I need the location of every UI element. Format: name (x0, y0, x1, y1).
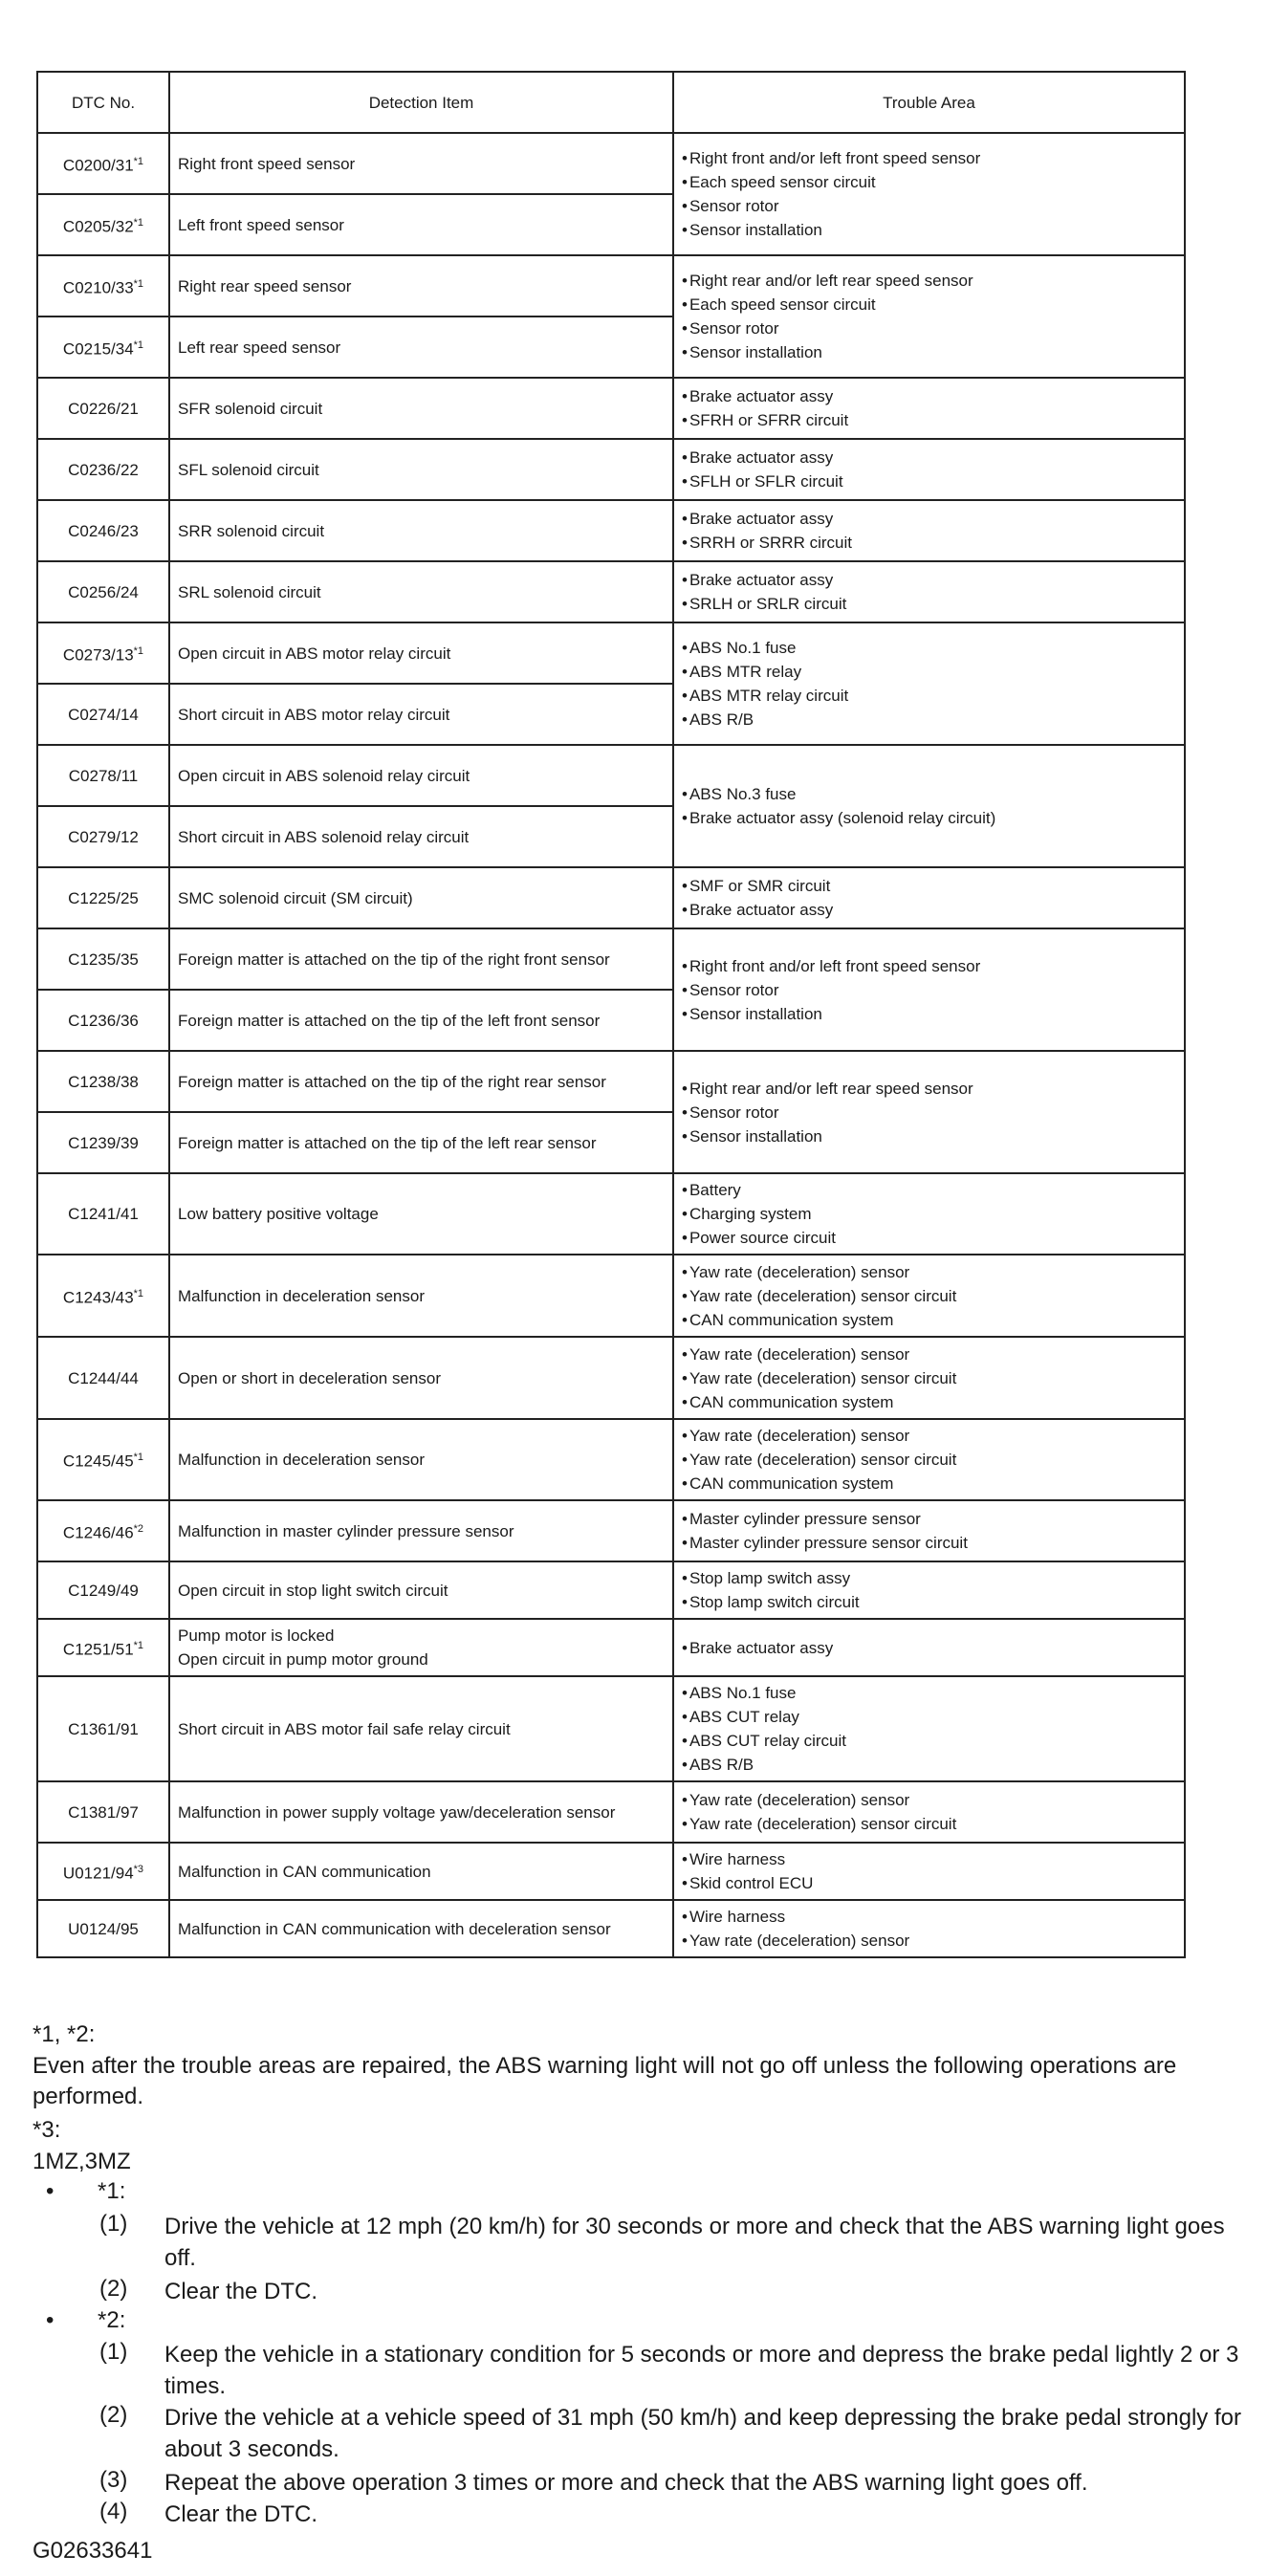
trouble-area (673, 745, 1185, 867)
dtc-code-footnote-mark: *1 (133, 155, 144, 167)
detection-item (169, 194, 673, 255)
trouble-area (673, 378, 1185, 439)
trouble-area (673, 439, 1185, 500)
table-row (37, 1255, 1185, 1337)
group-2-label: *2: (98, 2307, 126, 2333)
dtc-code (37, 1173, 169, 1255)
bullet-2: • (46, 2307, 55, 2333)
dtc-code-footnote-mark: *2 (133, 1522, 144, 1535)
trouble-area-item: • ABS CUT relay circuit (682, 1729, 1176, 1753)
dtc-code-text: U0121/94 (62, 1864, 134, 1883)
dtc-code (37, 1619, 169, 1676)
dtc-code-text: C1225/25 (68, 888, 139, 907)
footnote-3-label: *3: (33, 2117, 61, 2143)
detection-item-text: SMC solenoid circuit (SM circuit) (178, 888, 413, 907)
trouble-area (673, 1561, 1185, 1619)
trouble-area-item: • Brake actuator assy (682, 568, 1176, 592)
table-row (37, 1051, 1185, 1112)
dtc-table (36, 71, 1186, 1958)
trouble-area-item: • SFRH or SFRR circuit (682, 408, 1176, 432)
detection-item-text: SRL solenoid circuit (178, 582, 321, 601)
dtc-code-text: C0226/21 (68, 399, 139, 418)
detection-item (169, 1676, 673, 1781)
table-row (37, 561, 1185, 622)
bullet-1: • (46, 2178, 55, 2204)
trouble-area-item: • Brake actuator assy (682, 898, 1176, 922)
group-2-step-2-text: Drive the vehicle at a vehicle speed of 31 mph (50 km/h) and keep depressing the brake pedal strongly for about 3 seconds. (164, 2405, 1241, 2462)
detection-item-text: Open or short in deceleration sensor (178, 1368, 441, 1387)
detection-item (169, 684, 673, 745)
trouble-area-item: • Master cylinder pressure sensor (682, 1507, 1176, 1531)
trouble-area (673, 1619, 1185, 1676)
trouble-area-item: • Yaw rate (deceleration) sensor (682, 1788, 1176, 1812)
table-row (37, 1781, 1185, 1843)
dtc-code (37, 1112, 169, 1173)
detection-item (169, 745, 673, 806)
dtc-code (37, 317, 169, 378)
detection-item-text: Left rear speed sensor (178, 338, 341, 357)
detection-item (169, 1051, 673, 1112)
dtc-code (37, 990, 169, 1051)
header-detection-item: Detection Item (169, 72, 673, 133)
detection-item-text: Foreign matter is attached on the tip of the left rear sensor (178, 1133, 597, 1152)
dtc-code (37, 1676, 169, 1781)
detection-item (169, 1419, 673, 1500)
trouble-area-item: • SMF or SMR circuit (682, 874, 1176, 898)
trouble-area-item: • Right front and/or left front speed sensor (682, 146, 1176, 170)
detection-item-text: Malfunction in CAN communication with deceleration sensor (178, 1919, 611, 1938)
trouble-area (673, 255, 1185, 378)
detection-item-text: Right rear speed sensor (178, 276, 352, 295)
dtc-code-text: C1241/41 (68, 1205, 139, 1223)
group-1-step-1-text: Drive the vehicle at 12 mph (20 km/h) for 30 seconds or more and check that the ABS warning light goes off. (164, 2214, 1225, 2271)
trouble-area-item: • Yaw rate (deceleration) sensor circuit (682, 1812, 1176, 1836)
trouble-area (673, 1676, 1185, 1781)
header-trouble-area: Trouble Area (673, 72, 1185, 133)
group-2-step-1-number: (1) (99, 2339, 128, 2365)
dtc-code (37, 378, 169, 439)
trouble-area-item: • Master cylinder pressure sensor circuit (682, 1531, 1176, 1555)
trouble-area-item: • ABS MTR relay circuit (682, 684, 1176, 708)
detection-item (169, 622, 673, 684)
detection-item (169, 1173, 673, 1255)
group-2-step-2-number: (2) (99, 2402, 128, 2428)
dtc-code (37, 684, 169, 745)
detection-item (169, 1255, 673, 1337)
trouble-area-item: • SRRH or SRRR circuit (682, 531, 1176, 555)
trouble-area-item: • Skid control ECU (682, 1871, 1176, 1895)
dtc-code (37, 1843, 169, 1900)
trouble-area-item: • ABS MTR relay (682, 660, 1176, 684)
dtc-code-footnote-mark: *3 (133, 1863, 144, 1875)
dtc-code-text: C1235/35 (68, 950, 139, 969)
table-row (37, 867, 1185, 928)
dtc-code-text: C0256/24 (68, 582, 139, 601)
trouble-area-item: • Yaw rate (deceleration) sensor circuit (682, 1284, 1176, 1308)
detection-item-text: Open circuit in stop light switch circuit (178, 1581, 448, 1600)
trouble-area-item: • Yaw rate (deceleration) sensor (682, 1260, 1176, 1284)
dtc-code (37, 133, 169, 194)
trouble-area-item: • Sensor installation (682, 340, 1176, 364)
trouble-area (673, 622, 1185, 745)
detection-item (169, 806, 673, 867)
table-row (37, 1843, 1185, 1900)
detection-item (169, 378, 673, 439)
group-2-step-1-text: Keep the vehicle in a stationary condition for 5 seconds or more and depress the brake pedal lightly 2 or 3 times. (164, 2342, 1239, 2399)
trouble-area-item: • Sensor rotor (682, 194, 1176, 218)
detection-item-text: SRR solenoid circuit (178, 521, 325, 540)
dtc-code (37, 1051, 169, 1112)
detection-item-text: Foreign matter is attached on the tip of the right rear sensor (178, 1072, 606, 1091)
table-row (37, 500, 1185, 561)
trouble-area-item: • ABS No.1 fuse (682, 1681, 1176, 1705)
dtc-code (37, 1561, 169, 1619)
dtc-code-text: C0273/13 (62, 645, 134, 665)
trouble-area-item: • Yaw rate (deceleration) sensor (682, 1424, 1176, 1448)
detection-item-text: Malfunction in master cylinder pressure sensor (178, 1521, 514, 1540)
trouble-area-item: • Wire harness (682, 1847, 1176, 1871)
dtc-code (37, 1900, 169, 1957)
detection-item (169, 500, 673, 561)
trouble-area-item: • Each speed sensor circuit (682, 293, 1176, 317)
detection-item-text: Foreign matter is attached on the tip of the left front sensor (178, 1011, 601, 1030)
detection-item (169, 133, 673, 194)
trouble-area-item: • Yaw rate (deceleration) sensor circuit (682, 1366, 1176, 1390)
dtc-code-text: C1251/51 (62, 1640, 134, 1659)
detection-item-text: Left front speed sensor (178, 215, 344, 234)
detection-item-text-line-2: Open circuit in pump motor ground (178, 1650, 428, 1669)
dtc-code-text: C1238/38 (68, 1072, 139, 1091)
dtc-code (37, 1419, 169, 1500)
dtc-code-text: C0246/23 (68, 521, 139, 540)
trouble-area-item: • Wire harness (682, 1905, 1176, 1929)
trouble-area-item: • Charging system (682, 1202, 1176, 1226)
trouble-area (673, 133, 1185, 255)
trouble-area-item: • Yaw rate (deceleration) sensor (682, 1929, 1176, 1953)
detection-item-text: Foreign matter is attached on the tip of the right front sensor (178, 950, 610, 969)
detection-item-text: SFR solenoid circuit (178, 399, 323, 418)
dtc-code (37, 1781, 169, 1843)
trouble-area (673, 1781, 1185, 1843)
detection-item-text: Pump motor is locked (178, 1626, 335, 1645)
trouble-area-item: • ABS R/B (682, 1753, 1176, 1777)
detection-item-text: Malfunction in deceleration sensor (178, 1286, 425, 1305)
trouble-area-item: • CAN communication system (682, 1390, 1176, 1414)
trouble-area-item: • ABS CUT relay (682, 1705, 1176, 1729)
trouble-area-item: • CAN communication system (682, 1308, 1176, 1332)
table-row (37, 622, 1185, 684)
table-header-row (37, 72, 1185, 133)
trouble-area-item: • Brake actuator assy (solenoid relay circuit) (682, 806, 1176, 830)
detection-item (169, 1781, 673, 1843)
trouble-area-item: • Each speed sensor circuit (682, 170, 1176, 194)
detection-item (169, 317, 673, 378)
trouble-area (673, 1255, 1185, 1337)
dtc-code-text: C1249/49 (68, 1581, 139, 1600)
trouble-area (673, 1500, 1185, 1561)
table-row (37, 1337, 1185, 1419)
dtc-code-text: C0236/22 (68, 460, 139, 479)
trouble-area-item: • Sensor installation (682, 1124, 1176, 1148)
dtc-code (37, 500, 169, 561)
trouble-area-item: • Right front and/or left front speed sensor (682, 954, 1176, 978)
trouble-area-item: • Sensor rotor (682, 1101, 1176, 1124)
dtc-code-footnote-mark: *1 (133, 644, 144, 657)
trouble-area-item: • Right rear and/or left rear speed sensor (682, 1077, 1176, 1101)
dtc-code-footnote-mark: *1 (133, 277, 144, 290)
figure-id: G02633641 (33, 2538, 153, 2564)
detection-item (169, 990, 673, 1051)
trouble-area (673, 1173, 1185, 1255)
footnote-1-2-text: Even after the trouble areas are repaired, the ABS warning light will not go off unless the following operations are performed. (33, 2053, 1177, 2109)
group-1-label: *1: (98, 2178, 126, 2204)
table-row (37, 439, 1185, 500)
dtc-code (37, 622, 169, 684)
dtc-code-text: C0274/14 (68, 705, 139, 724)
detection-item (169, 867, 673, 928)
trouble-area-item: • Yaw rate (deceleration) sensor circuit (682, 1448, 1176, 1472)
detection-item-text: Short circuit in ABS solenoid relay circuit (178, 827, 470, 846)
trouble-area-item: • Sensor rotor (682, 317, 1176, 340)
header-dtc-no: DTC No. (37, 72, 169, 133)
table-row (37, 1500, 1185, 1561)
table-row (37, 255, 1185, 317)
table-row (37, 378, 1185, 439)
dtc-code-text: C1361/91 (68, 1719, 139, 1738)
detection-item (169, 255, 673, 317)
footnote-1-2-label: *1, *2: (33, 2021, 96, 2047)
trouble-area-item: • Sensor installation (682, 1002, 1176, 1026)
trouble-area-item: • Brake actuator assy (682, 446, 1176, 469)
trouble-area (673, 1900, 1185, 1957)
trouble-area-item: • Brake actuator assy (682, 507, 1176, 531)
group-1-step-2-text: Clear the DTC. (164, 2279, 318, 2304)
trouble-area (673, 1843, 1185, 1900)
detection-item-text: Right front speed sensor (178, 154, 356, 173)
detection-item-text: Low battery positive voltage (178, 1205, 379, 1223)
trouble-area-item: • Stop lamp switch assy (682, 1566, 1176, 1590)
trouble-area-item: • ABS No.1 fuse (682, 636, 1176, 660)
dtc-code-text: C1246/46 (62, 1523, 134, 1542)
dtc-code-text: C0215/34 (62, 339, 134, 359)
trouble-area (673, 1051, 1185, 1173)
dtc-code-text: U0124/95 (68, 1919, 139, 1938)
dtc-code-text: C0279/12 (68, 827, 139, 846)
trouble-area-item: • Power source circuit (682, 1226, 1176, 1250)
table-row (37, 133, 1185, 194)
footnote-3-text: 1MZ,3MZ (33, 2149, 131, 2174)
trouble-area-item: • Battery (682, 1178, 1176, 1202)
group-2-step-4-number: (4) (99, 2499, 128, 2524)
detection-item-text: Short circuit in ABS motor fail safe relay circuit (178, 1719, 511, 1738)
dtc-code-text: C0205/32 (62, 217, 134, 236)
table-row (37, 1900, 1185, 1957)
group-2-step-3-text: Repeat the above operation 3 times or more and check that the ABS warning light goes off. (164, 2470, 1088, 2496)
dtc-code-footnote-mark: *1 (133, 1452, 144, 1464)
trouble-area-item: • Sensor installation (682, 218, 1176, 242)
dtc-code-footnote-mark: *1 (133, 338, 144, 351)
detection-item (169, 1500, 673, 1561)
detection-item (169, 1337, 673, 1419)
dtc-code-text: C0210/33 (62, 278, 134, 297)
group-2-step-3-number: (3) (99, 2467, 128, 2493)
trouble-area (673, 928, 1185, 1051)
table-row (37, 1619, 1185, 1676)
trouble-area-item: • CAN communication system (682, 1472, 1176, 1495)
dtc-code (37, 561, 169, 622)
dtc-code (37, 439, 169, 500)
detection-item-text: Malfunction in CAN communication (178, 1862, 431, 1881)
dtc-code (37, 194, 169, 255)
detection-item (169, 1619, 673, 1676)
trouble-area-item: • Brake actuator assy (682, 384, 1176, 408)
trouble-area-item: • Stop lamp switch circuit (682, 1590, 1176, 1614)
table-row (37, 1676, 1185, 1781)
detection-item (169, 439, 673, 500)
trouble-area-item: • SRLH or SRLR circuit (682, 592, 1176, 616)
detection-item (169, 1112, 673, 1173)
detection-item-text: SFL solenoid circuit (178, 460, 319, 479)
detection-item (169, 1561, 673, 1619)
dtc-code (37, 806, 169, 867)
trouble-area (673, 500, 1185, 561)
detection-item-text: Open circuit in ABS motor relay circuit (178, 644, 451, 663)
trouble-area-item: • Sensor rotor (682, 978, 1176, 1002)
detection-item-text: Malfunction in deceleration sensor (178, 1451, 425, 1469)
trouble-area-item: • Brake actuator assy (682, 1636, 1176, 1660)
trouble-area-item: • ABS No.3 fuse (682, 782, 1176, 806)
group-1-step-1-number: (1) (99, 2211, 128, 2237)
table-row (37, 1419, 1185, 1500)
table-row (37, 745, 1185, 806)
dtc-code-footnote-mark: *1 (133, 1639, 144, 1651)
dtc-code (37, 867, 169, 928)
detection-item-text: Short circuit in ABS motor relay circuit (178, 705, 450, 724)
trouble-area (673, 561, 1185, 622)
dtc-code-text: C0200/31 (62, 156, 134, 175)
dtc-code-text: C0278/11 (68, 766, 139, 785)
table-row (37, 1173, 1185, 1255)
trouble-area-item: • Yaw rate (deceleration) sensor (682, 1343, 1176, 1366)
dtc-code (37, 1255, 169, 1337)
dtc-code-text: C1244/44 (68, 1368, 139, 1387)
group-1-step-2-number: (2) (99, 2276, 128, 2302)
table-row (37, 1561, 1185, 1619)
trouble-area-item: • ABS R/B (682, 708, 1176, 731)
dtc-code-text: C1239/39 (68, 1133, 139, 1152)
detection-item (169, 928, 673, 990)
dtc-code-text: C1243/43 (62, 1288, 134, 1307)
dtc-code (37, 928, 169, 990)
group-2-step-4-text: Clear the DTC. (164, 2501, 318, 2527)
detection-item-text: Malfunction in power supply voltage yaw/deceleration sensor (178, 1802, 616, 1822)
trouble-area (673, 1419, 1185, 1500)
detection-item (169, 1843, 673, 1900)
dtc-code (37, 255, 169, 317)
dtc-code-text: C1381/97 (68, 1802, 139, 1822)
trouble-area-item: • Right rear and/or left rear speed sensor (682, 269, 1176, 293)
trouble-area-item: • SFLH or SFLR circuit (682, 469, 1176, 493)
dtc-code-text: C1245/45 (62, 1452, 134, 1471)
detection-item-text: Open circuit in ABS solenoid relay circuit (178, 766, 470, 785)
table-row (37, 928, 1185, 990)
dtc-code-footnote-mark: *1 (133, 1287, 144, 1299)
dtc-code-footnote-mark: *1 (133, 216, 144, 229)
detection-item (169, 561, 673, 622)
trouble-area (673, 1337, 1185, 1419)
dtc-code (37, 1337, 169, 1419)
dtc-code (37, 745, 169, 806)
trouble-area (673, 867, 1185, 928)
dtc-code-text: C1236/36 (68, 1011, 139, 1030)
detection-item (169, 1900, 673, 1957)
dtc-code (37, 1500, 169, 1561)
